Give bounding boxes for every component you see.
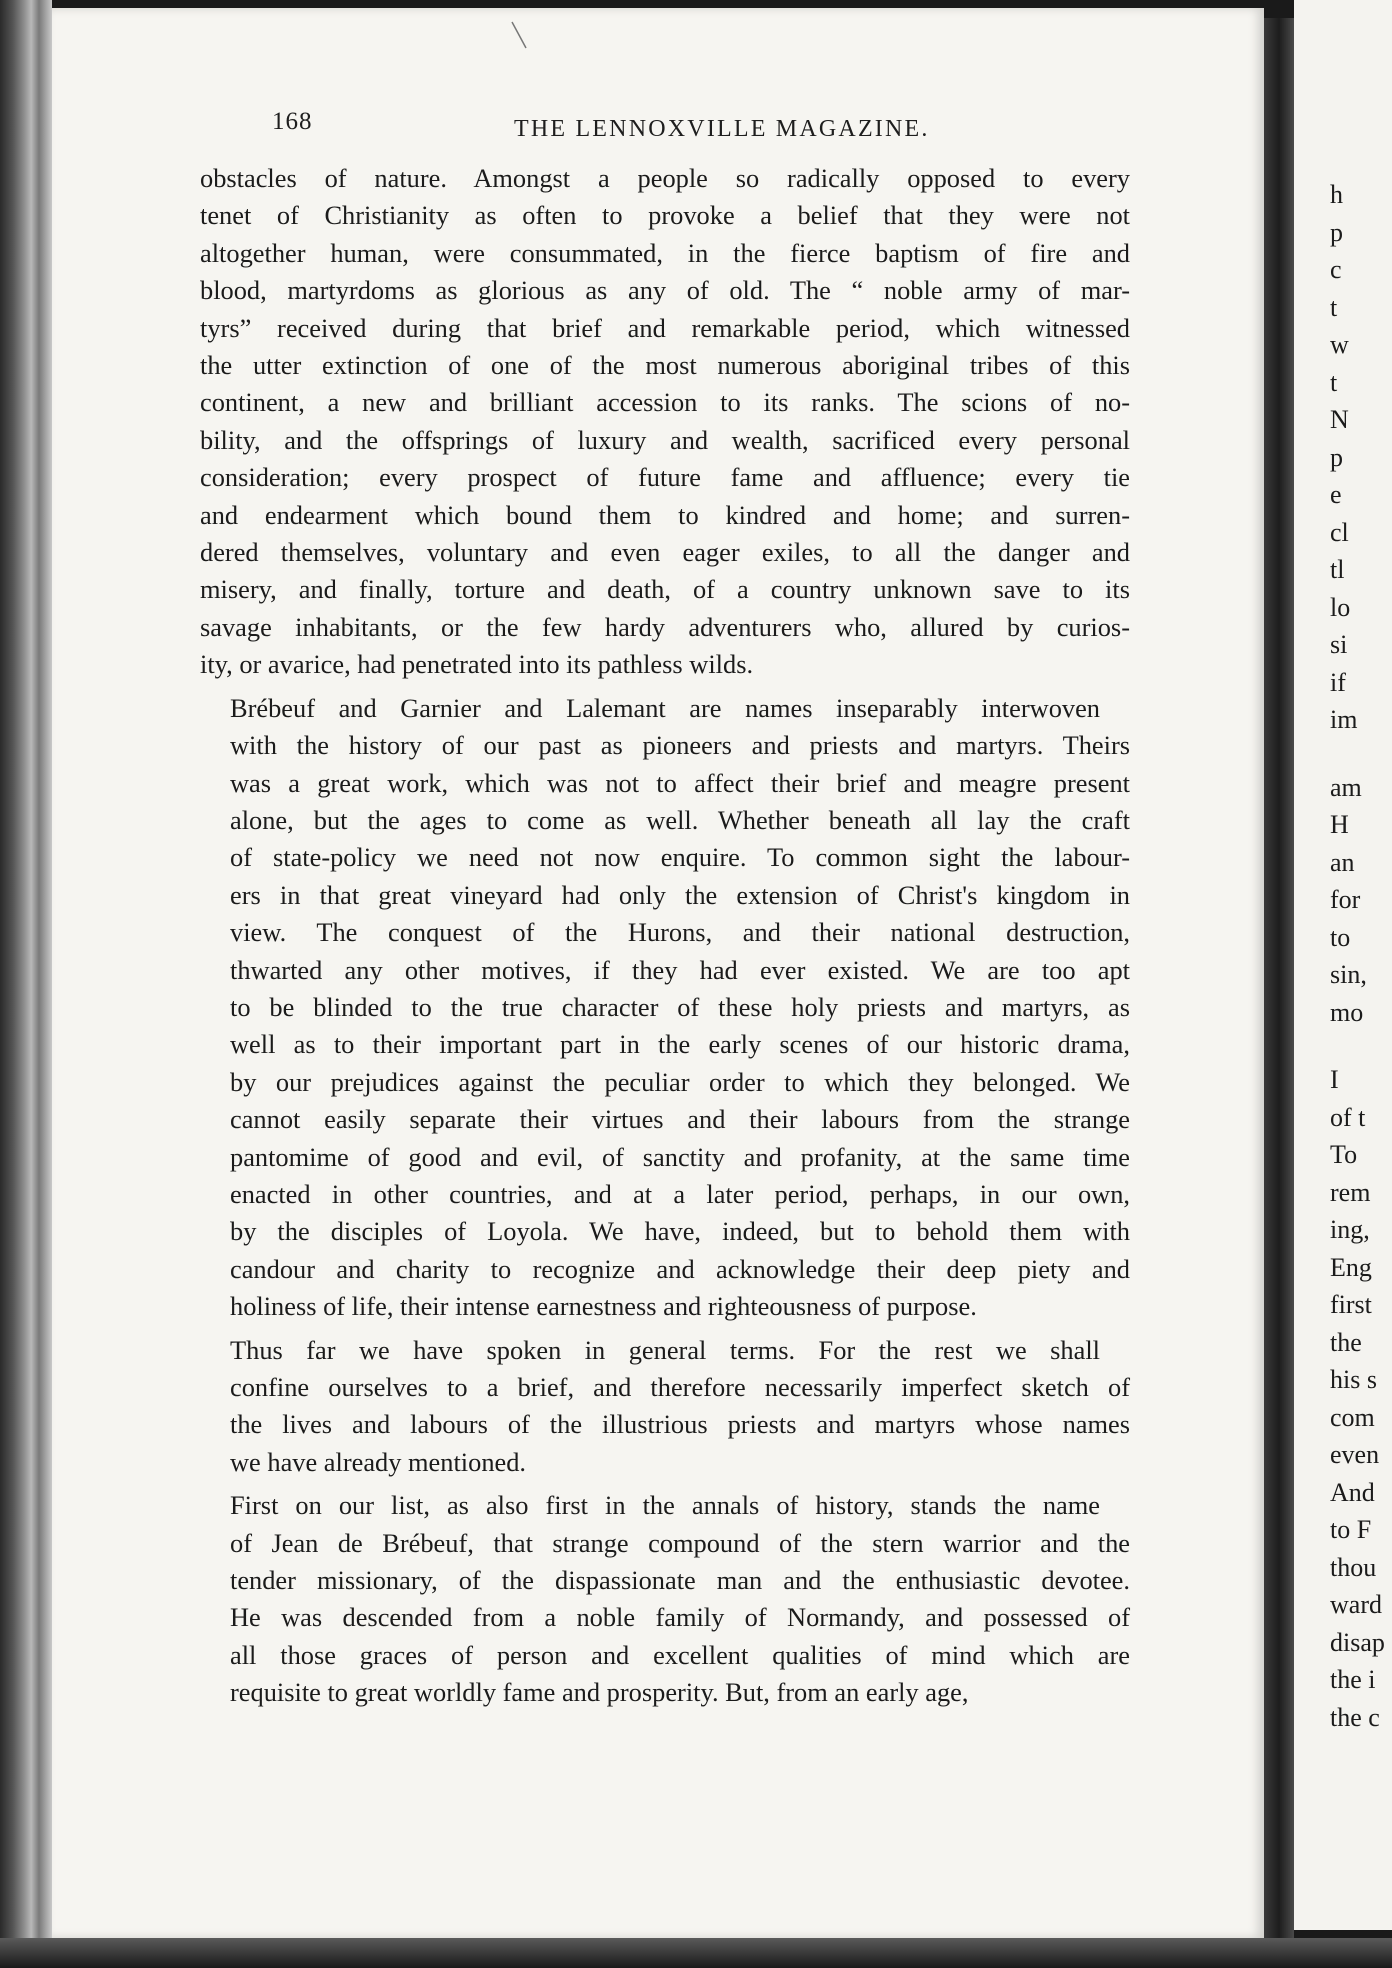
text-line: of state-policy we need not now enquire. To common sight the labour-	[230, 842, 1130, 873]
facing-page-fragment: I	[1330, 1065, 1339, 1094]
paragraph-gap	[1330, 739, 1385, 769]
right-page-text	[1330, 176, 1385, 1736]
text-line: cannot easily separate their virtues and their labours from the strange	[230, 1104, 1130, 1135]
facing-page-fragment: Eng	[1330, 1252, 1372, 1282]
text-line: thwarted any other motives, if they had ever existed. We are too apt	[230, 954, 1130, 985]
text-line: tyrs” received during that brief and remarkable period, which witnessed	[200, 312, 1130, 343]
book-spine	[0, 0, 52, 1968]
text-line: dered themselves, voluntary and even eager exiles, to all the danger and	[200, 537, 1130, 568]
text-line: view. The conquest of the Hurons, and their national destruction,	[230, 917, 1130, 948]
text-line: by the disciples of Loyola. We have, indeed, but to behold them with	[230, 1216, 1130, 1247]
facing-page-fragment: for	[1330, 885, 1361, 914]
facing-page-fragment: And	[1330, 1477, 1375, 1507]
text-line: misery, and finally, torture and death, of a country unknown save to its	[200, 574, 1130, 605]
text-line: obstacles of nature. Amongst a people so radically opposed to every	[200, 163, 1130, 193]
text-line: ers in that great vineyard had only the extension of Christ's kingdom in	[230, 879, 1130, 910]
text-line: continent, a new and brilliant accession to its ranks. The scions of no-	[200, 387, 1130, 418]
facing-page-fragment: mo	[1330, 997, 1364, 1027]
facing-page-fragment: H	[1330, 810, 1349, 839]
facing-page-fragment: ing,	[1330, 1215, 1370, 1244]
facing-page-fragment: first	[1330, 1290, 1372, 1319]
text-line: altogether human, were consummated, in the fierce baptism of fire and	[200, 237, 1130, 268]
facing-page-fragment: si	[1330, 630, 1348, 659]
text-line: with the history of our past as pioneers and priests and martyrs. Theirs	[230, 730, 1130, 761]
paragraph	[200, 1332, 1130, 1482]
facing-page-fragment: lo	[1330, 592, 1351, 622]
text-line: tender missionary, of the dispassionate man and the enthusiastic devotee.	[230, 1565, 1130, 1596]
facing-page-fragment: p	[1330, 217, 1343, 247]
text-line: the utter extinction of one of the most numerous aboriginal tribes of this	[200, 350, 1130, 381]
facing-page-fragment: w	[1330, 330, 1349, 359]
facing-page-fragment: thou	[1330, 1552, 1377, 1582]
paper-specks	[492, 18, 572, 68]
text-line: bility, and the offsprings of luxury and wealth, sacrificed every personal	[200, 424, 1130, 455]
facing-page-fragment: the i	[1330, 1665, 1376, 1694]
facing-page-fragment: ward	[1330, 1590, 1382, 1619]
paragraph	[200, 690, 1130, 1326]
text-line: He was descended from a noble family of Normandy, and possessed of	[230, 1602, 1130, 1633]
facing-page-fragment: com	[1330, 1402, 1375, 1432]
text-line: to be blinded to the true character of these holy priests and martyrs, as	[230, 991, 1130, 1022]
text-line: pantomime of good and evil, of sanctity and profanity, at the same time	[230, 1141, 1130, 1172]
text-line: Brébeuf and Garnier and Lalemant are names inseparably interwoven	[230, 692, 1100, 723]
text-line: requisite to great worldly fame and prosperity. But, from an early age,	[230, 1677, 969, 1708]
facing-page-fragment: c	[1330, 255, 1342, 284]
text-line: blood, martyrdoms as glorious as any of old. The “ noble army of mar-	[200, 275, 1130, 306]
text-line: enacted in other countries, and at a later period, perhaps, in our own,	[230, 1178, 1130, 1209]
text-line: Thus far we have spoken in general terms. For the rest we shall	[230, 1334, 1100, 1365]
facing-page-fragment: To	[1330, 1140, 1358, 1169]
bottom-edge	[0, 1938, 1392, 1968]
facing-page-fragment: p	[1330, 442, 1343, 472]
facing-page-fragment: tl	[1330, 555, 1345, 584]
text-line: was a great work, which was not to affect their brief and meagre present	[230, 767, 1130, 798]
text-line: consideration; every prospect of future fame and affluence; every tie	[200, 462, 1130, 493]
facing-page-fragment: disap	[1330, 1627, 1385, 1657]
text-line: tenet of Christianity as often to provoke a belief that they were not	[200, 200, 1130, 231]
page-gutter	[1264, 18, 1294, 1968]
facing-page-fragment: am	[1330, 772, 1362, 802]
text-line: of Jean de Brébeuf, that strange compound of the stern warrior and the	[230, 1527, 1130, 1558]
text-line: savage inhabitants, or the few hardy adventurers who, allured by curios-	[200, 611, 1130, 642]
text-line: by our prejudices against the peculiar order to which they belonged. We	[230, 1066, 1130, 1097]
facing-page-fragment: if	[1330, 667, 1346, 697]
page-number: 168	[272, 108, 313, 135]
text-line: candour and charity to recognize and acknowledge their deep piety and	[230, 1253, 1130, 1284]
facing-page-fragment: N	[1330, 405, 1349, 434]
facing-page-fragment: h	[1330, 180, 1343, 209]
facing-page-fragment: an	[1330, 847, 1355, 877]
facing-page-fragment: to F	[1330, 1515, 1372, 1544]
text-line: confine ourselves to a brief, and therefore necessarily imperfect sketch of	[230, 1372, 1130, 1402]
text-line: ity, or avarice, had penetrated into its pathless wilds.	[200, 649, 754, 680]
facing-page-fragment: rem	[1330, 1177, 1371, 1207]
facing-page-fragment: of t	[1330, 1102, 1366, 1132]
text-line: the lives and labours of the illustrious priests and martyrs whose names	[230, 1409, 1130, 1440]
paragraph-gap	[1330, 1031, 1385, 1061]
facing-page-fragment: e	[1330, 480, 1342, 509]
facing-page-fragment: his s	[1330, 1365, 1377, 1394]
facing-page-fragment: t	[1330, 367, 1338, 397]
facing-page-fragment: sin,	[1330, 960, 1367, 989]
facing-page-fragment: the	[1330, 1327, 1362, 1357]
paragraph	[200, 1487, 1130, 1711]
facing-page-fragment: the c	[1330, 1702, 1380, 1732]
facing-page-fragment: t	[1330, 292, 1338, 322]
facing-page-fragment: to	[1330, 922, 1351, 952]
paragraph	[200, 160, 1130, 684]
text-line: First on our list, as also first in the annals of history, stands the name	[230, 1490, 1100, 1521]
facing-page-fragment: even	[1330, 1440, 1380, 1469]
text-line: well as to their important part in the early scenes of our historic drama,	[230, 1029, 1130, 1060]
text-line: alone, but the ages to come as well. Whether beneath all lay the craft	[230, 804, 1130, 835]
facing-page-fragment: im	[1330, 705, 1358, 734]
facing-page-fragment: cl	[1330, 517, 1349, 547]
body-text	[200, 160, 1130, 1712]
text-line: holiness of life, their intense earnestness and righteousness of purpose.	[230, 1291, 977, 1322]
running-title: THE LENNOXVILLE MAGAZINE.	[514, 116, 930, 142]
text-line: all those graces of person and excellent qualities of mind which are	[230, 1639, 1130, 1670]
text-line: we have already mentioned.	[230, 1446, 527, 1477]
text-line: and endearment which bound them to kindred and home; and surren-	[200, 499, 1130, 530]
